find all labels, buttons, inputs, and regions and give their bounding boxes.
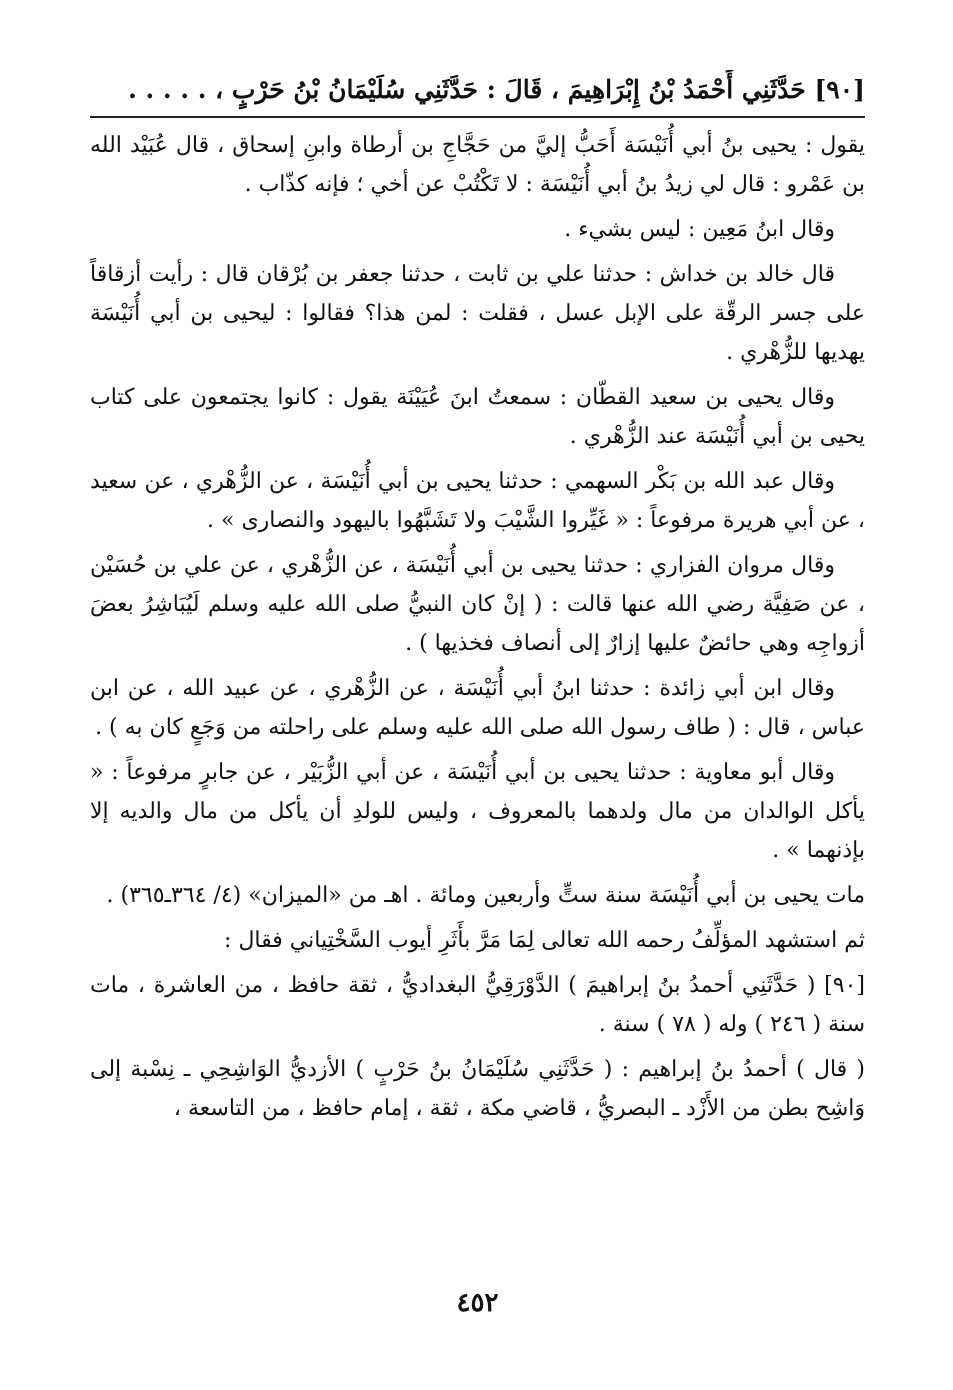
paragraph-3: قال خالد بن خداش : حدثنا علي بن ثابت ، حدثنا جعفر بن بُرْقان قال : رأيت أزقاقاً على جسر الرقّة على الإبل عسل ، فقلت : لمن هذا؟ فقالوا : ليحيى بن أبي أُنَيْسَة يهديها للزُّهْري . [90, 262, 865, 365]
paragraph-2: وقال ابنُ مَعِين : ليس بشيء . [564, 217, 835, 242]
paragraph-8: وقال أبو معاوية : حدثنا يحيى بن أبي أُنَيْسَة ، عن أبي الزُّبَيْر ، عن جابرٍ مرفوعاً : « يأكل الوالدان من مال ولدهما بالمعروف ، وليس للولدِ أن يأكل من مال والديه إلا بإذنهما » . [90, 760, 865, 863]
paragraph-12: ( قال ) أحمدُ بنُ إبراهيم : ( حَدَّثَنِي سُلَيْمَانُ بنُ حَرْبٍ ) الأزديُّ الوَاشِحِي ـ نِسْبة إلى وَاشِح بطن من الأَزْد ـ البصريُّ ، قاضي مكة ، ثقة ، إمام حافظ ، من التاسعة ، [90, 1057, 865, 1121]
hadith-header: [٩٠] حَدَّثَنِي أَحْمَدُ بْنُ إِبْرَاهِيمَ ، قَالَ : حَدَّثَنِي سُلَيْمَانُ بْنُ حَرْبٍ ، . . . . . [128, 75, 865, 104]
paragraph-5: وقال عبد الله بن بَكْر السهمي : حدثنا يحيى بن أبي أُنَيْسَة ، عن الزُّهْري ، عن سعيد ، عن أبي هريرة مرفوعاً : « غَيِّروا الشَّيْبَ ولا تَشَبَّهُوا باليهود والنصارى » . [90, 469, 865, 533]
paragraph-6: وقال مروان الفزاري : حدثنا يحيى بن أبي أُنَيْسَة ، عن الزُّهْري ، عن علي بن حُسَيْن ، عن صَفِيَّة رضي الله عنها قالت : ( إنْ كان النبيُّ صلى الله عليه وسلم لَيُبَاشِرُ بعضَ أزواجِه وهي حائضٌ عليها إزارٌ إلى أنصاف فخذيها ) . [90, 553, 865, 656]
paragraph-9: مات يحيى بن أبي أُنَيْسَة سنة ستٍّ وأربعين ومائة . اهـ من «الميزان» (٤/ ٣٦٤ـ٣٦٥) . [106, 883, 865, 908]
header-divider [90, 116, 865, 118]
paragraph-11: [٩٠] ( حَدَّثَنِي أحمدُ بنُ إبراهيمَ ) الدَّوْرَقِيُّ البغداديُّ ، ثقة حافظ ، من العاشرة ، مات سنة ( ٢٤٦ ) وله ( ٧٨ ) سنة . [90, 973, 865, 1037]
book-page [90, 70, 865, 1320]
paragraph-7: وقال ابن أبي زائدة : حدثنا ابنُ أبي أُنَيْسَة ، عن الزُّهْري ، عن عبيد الله ، عن ابن عباس ، قال : ( طاف رسول الله صلى الله عليه وسلم على راحلته من وَجَعٍ كان به ) . [90, 676, 865, 740]
page-number: ٤٥٢ [456, 1288, 499, 1318]
commentary-body [90, 126, 865, 1128]
paragraph-10: ثم استشهد المؤلِّفُ رحمه الله تعالى لِمَا مَرَّ بأَثَرِ أيوب السَّخْتِياني فقال : [224, 928, 865, 953]
paragraph-4: وقال يحيى بن سعيد القطّان : سمعتُ ابنَ عُيَيْنَة يقول : كانوا يجتمعون على كتاب يحيى بن أبي أُنَيْسَة عند الزُّهْري . [90, 385, 865, 449]
paragraph-1: يقول : يحيى بنُ أبي أُنَيْسَة أَحَبُّ إليَّ من حَجَّاجِ بن أرطاة وابنِ إسحاق ، قال عُبَيْد الله بن عَمْرو : قال لي زيدُ بنُ أبي أُنَيْسَة : لا تَكْتُبْ عن أخي ؛ فإنه كذّاب . [90, 133, 865, 197]
